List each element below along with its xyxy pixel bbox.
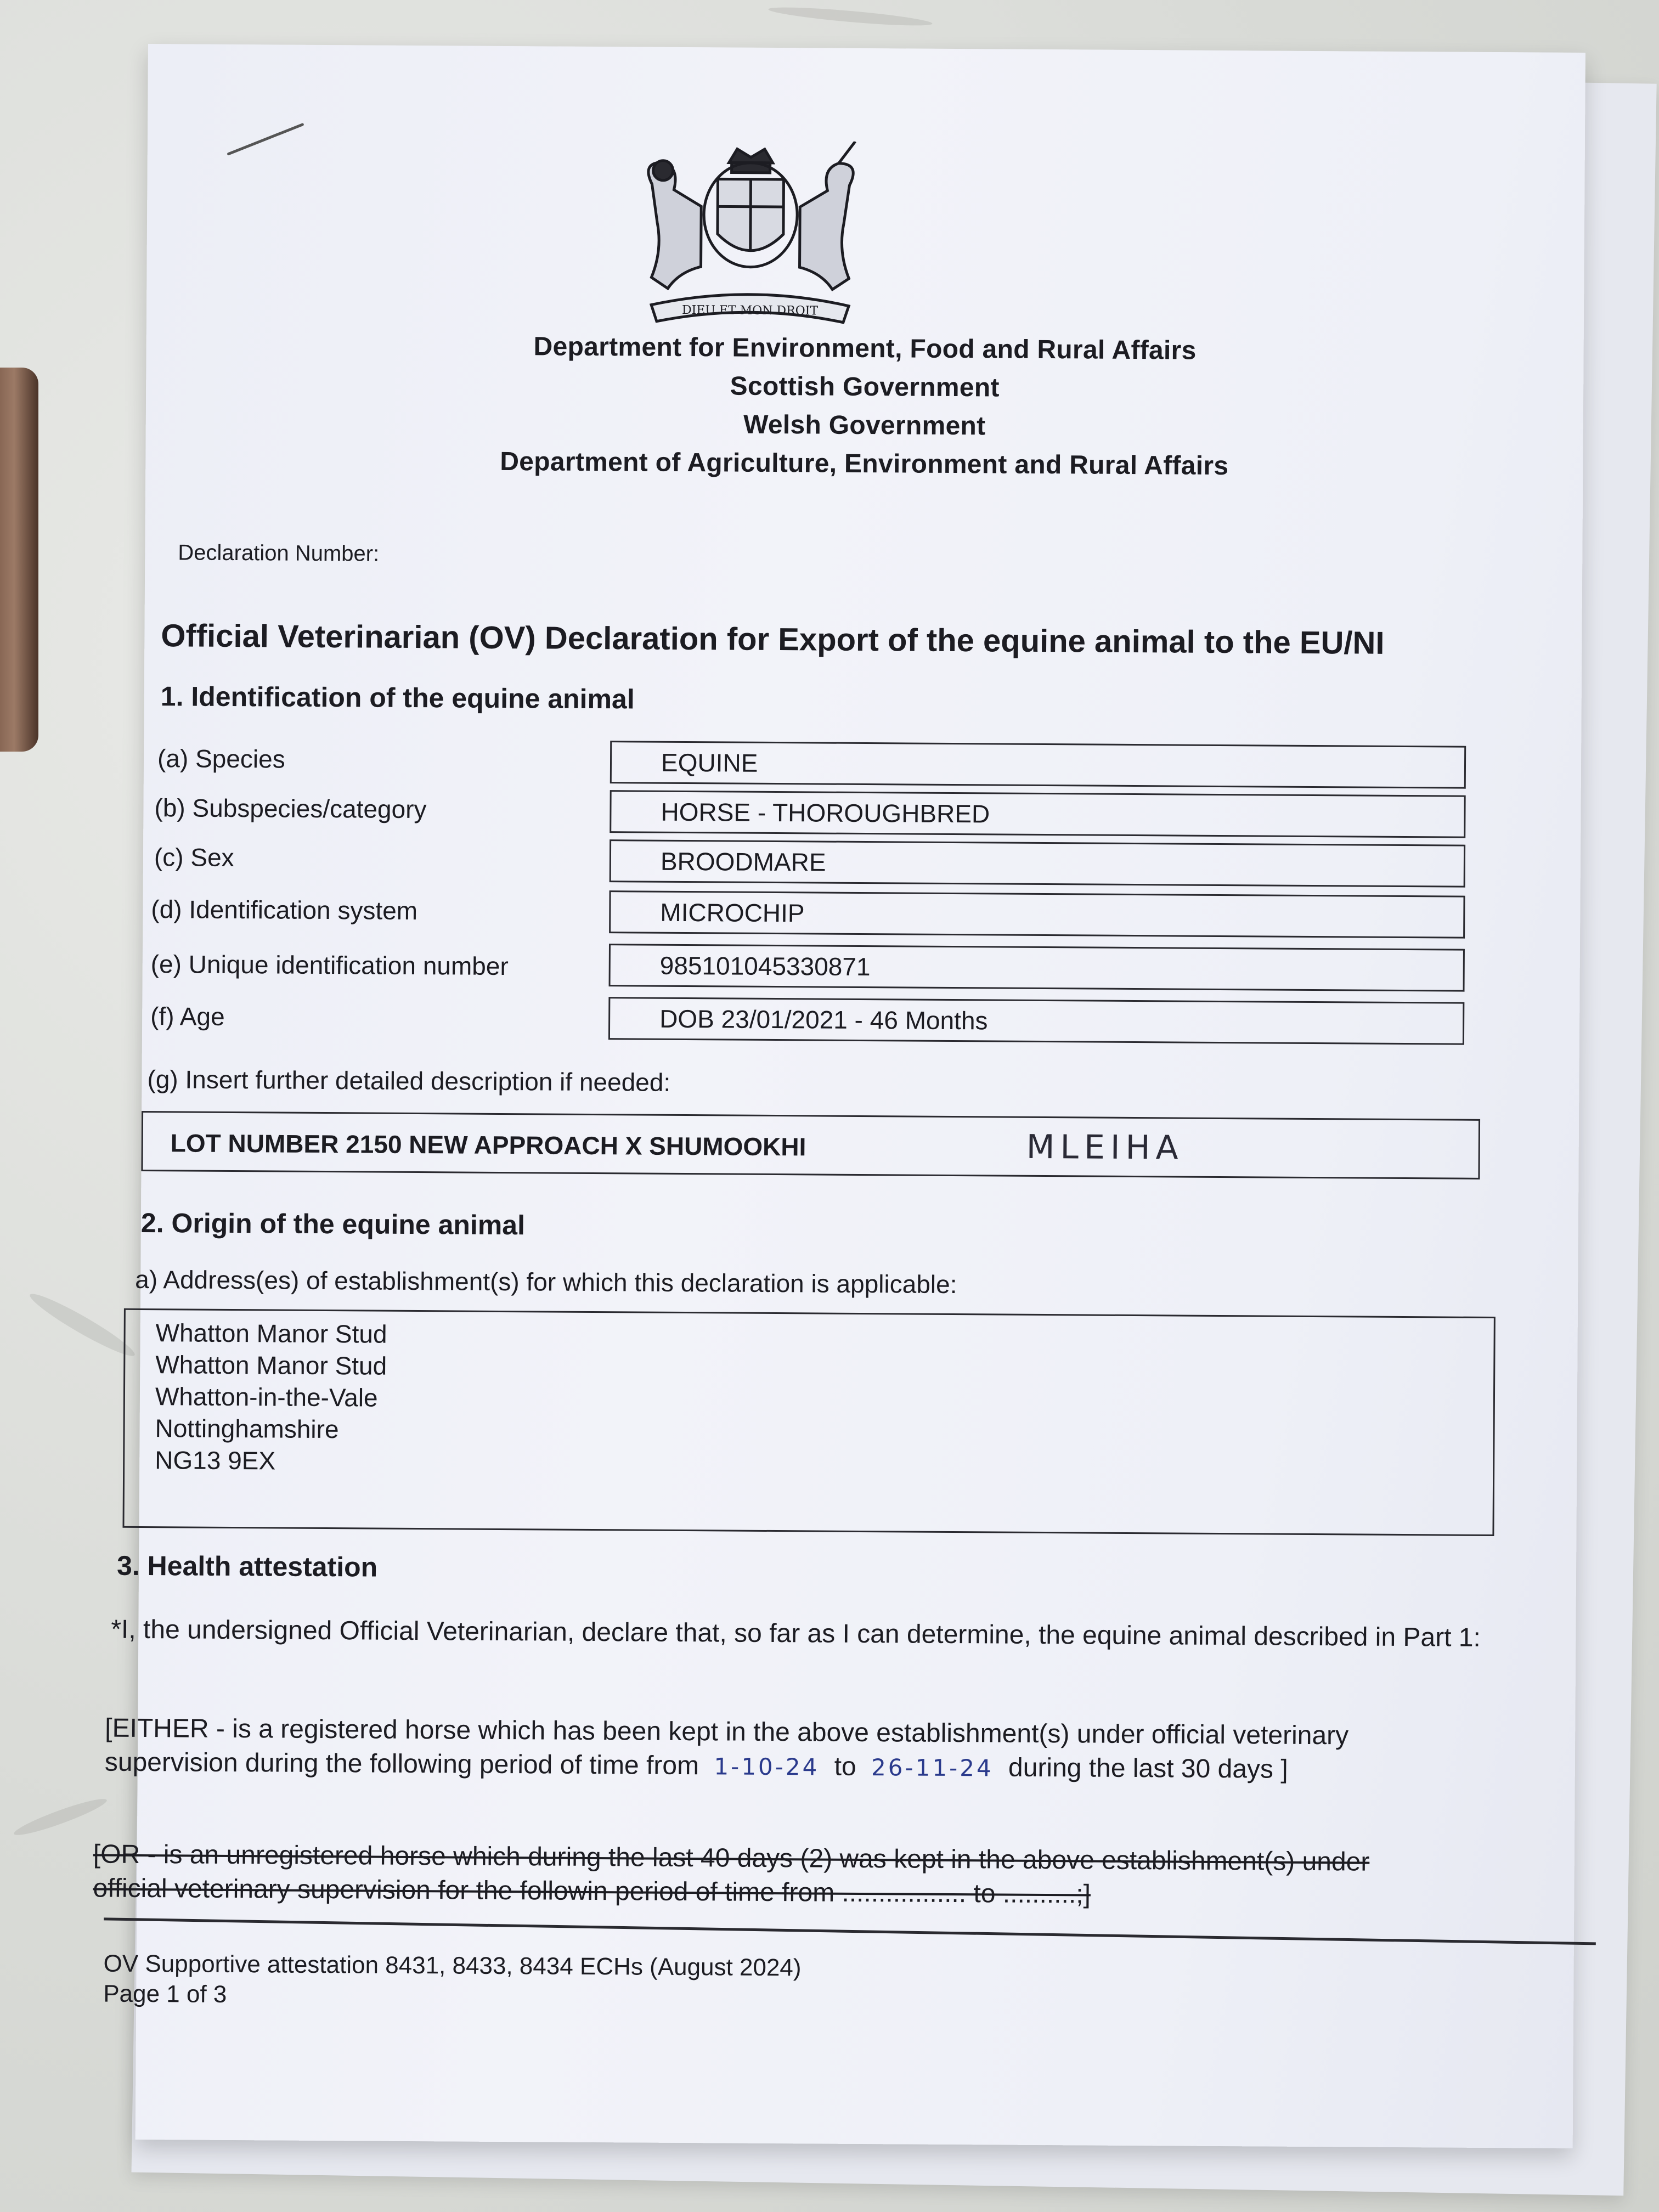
either-line-2-text: supervision during the following period of time from [104, 1747, 699, 1781]
or-line-2: official veterinary supervision for the followin period of time from ................. to ..........;] [93, 1874, 1091, 1909]
address-field [122, 1308, 1495, 1536]
id-system-field: MICROCHIP [609, 890, 1465, 939]
age-label: (f) Age [150, 1002, 225, 1031]
page-number: Page 1 of 3 [103, 1980, 227, 2008]
description-value: LOT NUMBER 2150 NEW APPROACH X SHUMOOKHI [170, 1128, 806, 1161]
description-label: (g) Insert further detailed description if needed: [147, 1065, 671, 1097]
either-clause [105, 1712, 1543, 1789]
health-declaration-text: *I, the undersigned Official Veterinarian, declare that, so far as I can determine, the equine animal described in Part 1: [111, 1615, 1481, 1652]
description-field [141, 1111, 1480, 1180]
section3-title: 3. Health attestation [116, 1550, 378, 1583]
address-label: a) Address(es) of establishment(s) for which this declaration is applicable: [135, 1265, 957, 1299]
header-welsh-gov: Welsh Government [743, 410, 986, 441]
section2-title: 2. Origin of the equine animal [140, 1207, 526, 1241]
handwritten-horse-name: MLEIHA [1026, 1127, 1184, 1167]
crest-motto: DIEU ET MON DROIT [681, 303, 819, 318]
unique-id-field: 985101045330871 [609, 944, 1465, 992]
sex-label: (c) Sex [154, 843, 234, 872]
page-title: Official Veterinarian (OV) Declaration for Export of the equine animal to the EU/NI [161, 618, 1385, 661]
either-end-text: during the last 30 days ] [1008, 1753, 1288, 1784]
subspecies-field: HORSE - THOROUGHBRED [610, 790, 1465, 838]
either-line-1: [EITHER - is a registered horse which has been kept in the above establishment(s) under official veterinary [105, 1713, 1349, 1751]
header-scottish-gov: Scottish Government [730, 371, 1000, 403]
sex-field: BROODMARE [610, 839, 1465, 888]
unique-id-label: (e) Unique identification number [150, 950, 509, 981]
marble-vein [26, 1288, 139, 1362]
subspecies-label: (b) Subspecies/category [154, 793, 427, 824]
id-system-label: (d) Identification system [151, 895, 418, 926]
royal-coat-of-arms-icon [618, 140, 883, 328]
or-clause [93, 1837, 1564, 1914]
either-to: to [834, 1752, 856, 1781]
address-line: Whatton Manor Stud [155, 1350, 387, 1380]
age-field: DOB 23/01/2021 - 46 Months [608, 997, 1464, 1045]
marble-vein [12, 1794, 109, 1840]
handwritten-date-from: 1-10-24 [714, 1753, 820, 1781]
species-label: (a) Species [157, 744, 285, 774]
section1-title: 1. Identification of the equine animal [160, 681, 635, 715]
address-line: Nottinghamshire [155, 1414, 339, 1444]
footer-reference: OV Supportive attestation 8431, 8433, 8434 ECHs (August 2024) [103, 1950, 802, 1982]
handwritten-date-to: 26-11-24 [871, 1754, 994, 1782]
declaration-number-label: Declaration Number: [178, 540, 380, 566]
address-line: NG13 9EX [155, 1446, 276, 1475]
address-line: Whatton-in-the-Vale [155, 1382, 378, 1412]
footer-divider [104, 1917, 1596, 1945]
header-defra: Department for Environment, Food and Rural Affairs [533, 332, 1197, 365]
phone-edge [0, 368, 38, 752]
address-line: Whatton Manor Stud [155, 1318, 387, 1348]
header-daera: Department of Agriculture, Environment and Rural Affairs [500, 447, 1229, 481]
species-field: EQUINE [610, 741, 1466, 789]
or-line-1: [OR - is an unregistered horse which during the last 40 days (2) was kept in the above establishment(s) under [93, 1839, 1370, 1877]
pencil-mark [227, 123, 304, 156]
document-page [93, 44, 1585, 2148]
marble-vein [768, 4, 933, 29]
